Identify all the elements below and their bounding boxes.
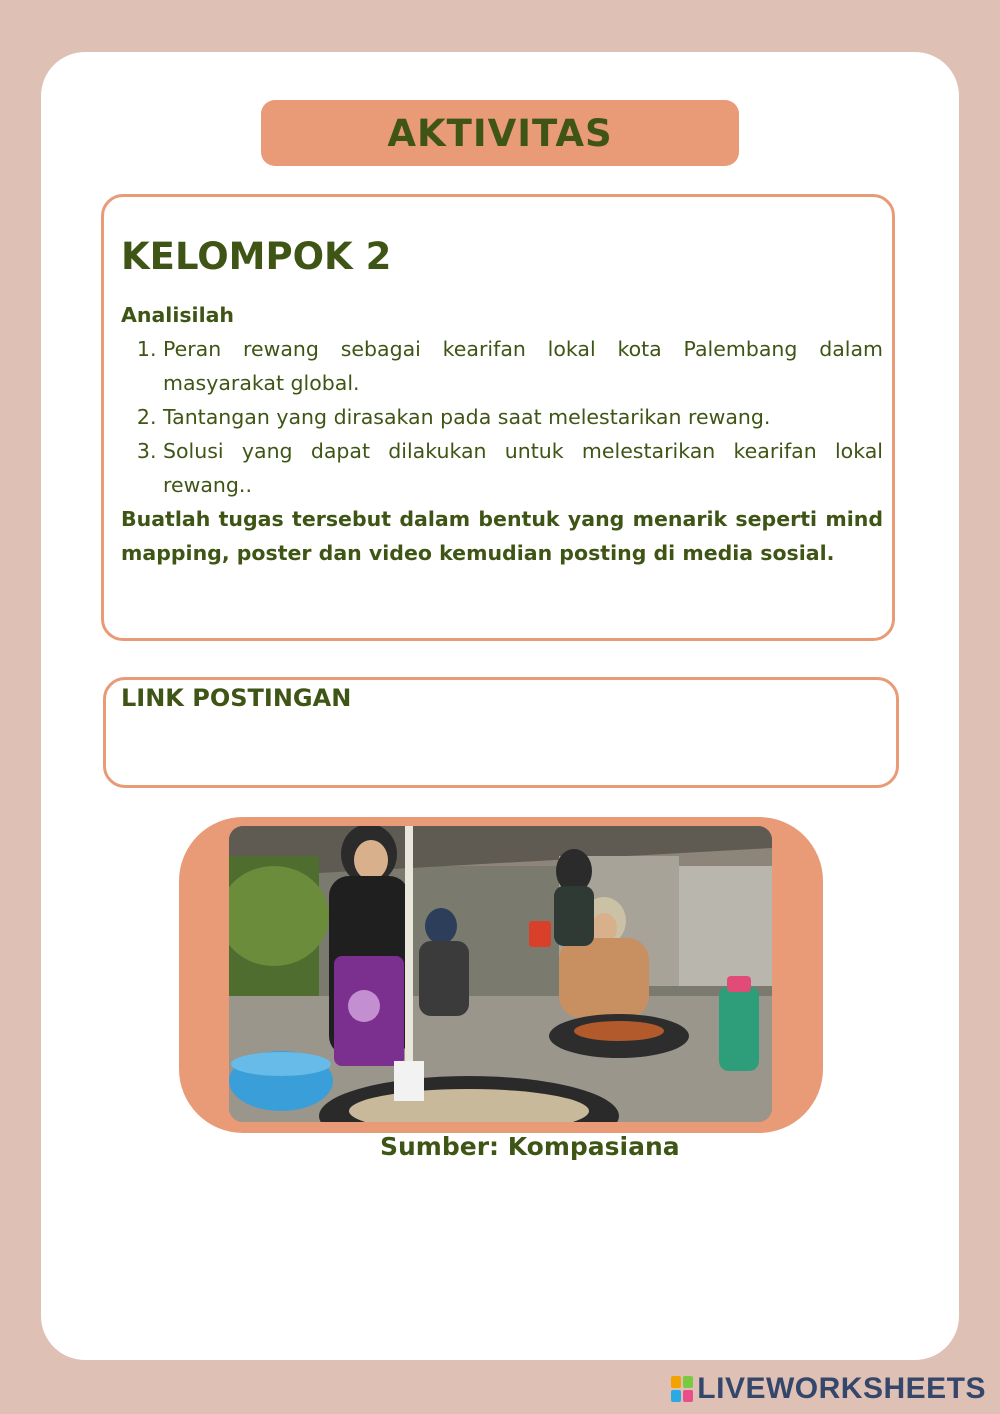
link-label: LINK POSTINGAN <box>121 684 352 712</box>
liveworksheets-logo-icon <box>671 1376 693 1402</box>
task-item: 3. Solusi yang dapat dilakukan untuk melestarikan kearifan lokal rewang.. <box>163 434 883 502</box>
page-title: AKTIVITAS <box>261 100 739 166</box>
task-list <box>121 332 883 502</box>
photo-caption: Sumber: Kompasiana <box>380 1132 680 1161</box>
rewang-photo <box>229 826 772 1122</box>
group-title: KELOMPOK 2 <box>121 235 392 278</box>
task-body <box>121 298 883 570</box>
task-instruction: Buatlah tugas tersebut dalam bentuk yang menarik seperti mind mapping, poster dan video kemudian posting di media sosial. <box>121 507 883 565</box>
task-item: 2. Tantangan yang dirasakan pada saat melestarikan rewang. <box>163 400 883 434</box>
task-intro: Analisilah <box>121 303 235 327</box>
task-item: 1. Peran rewang sebagai kearifan lokal kota Palembang dalam masyarakat global. <box>163 332 883 400</box>
brand-footer[interactable] <box>671 1372 986 1406</box>
brand-name: LIVEWORKSHEETS <box>697 1372 986 1405</box>
